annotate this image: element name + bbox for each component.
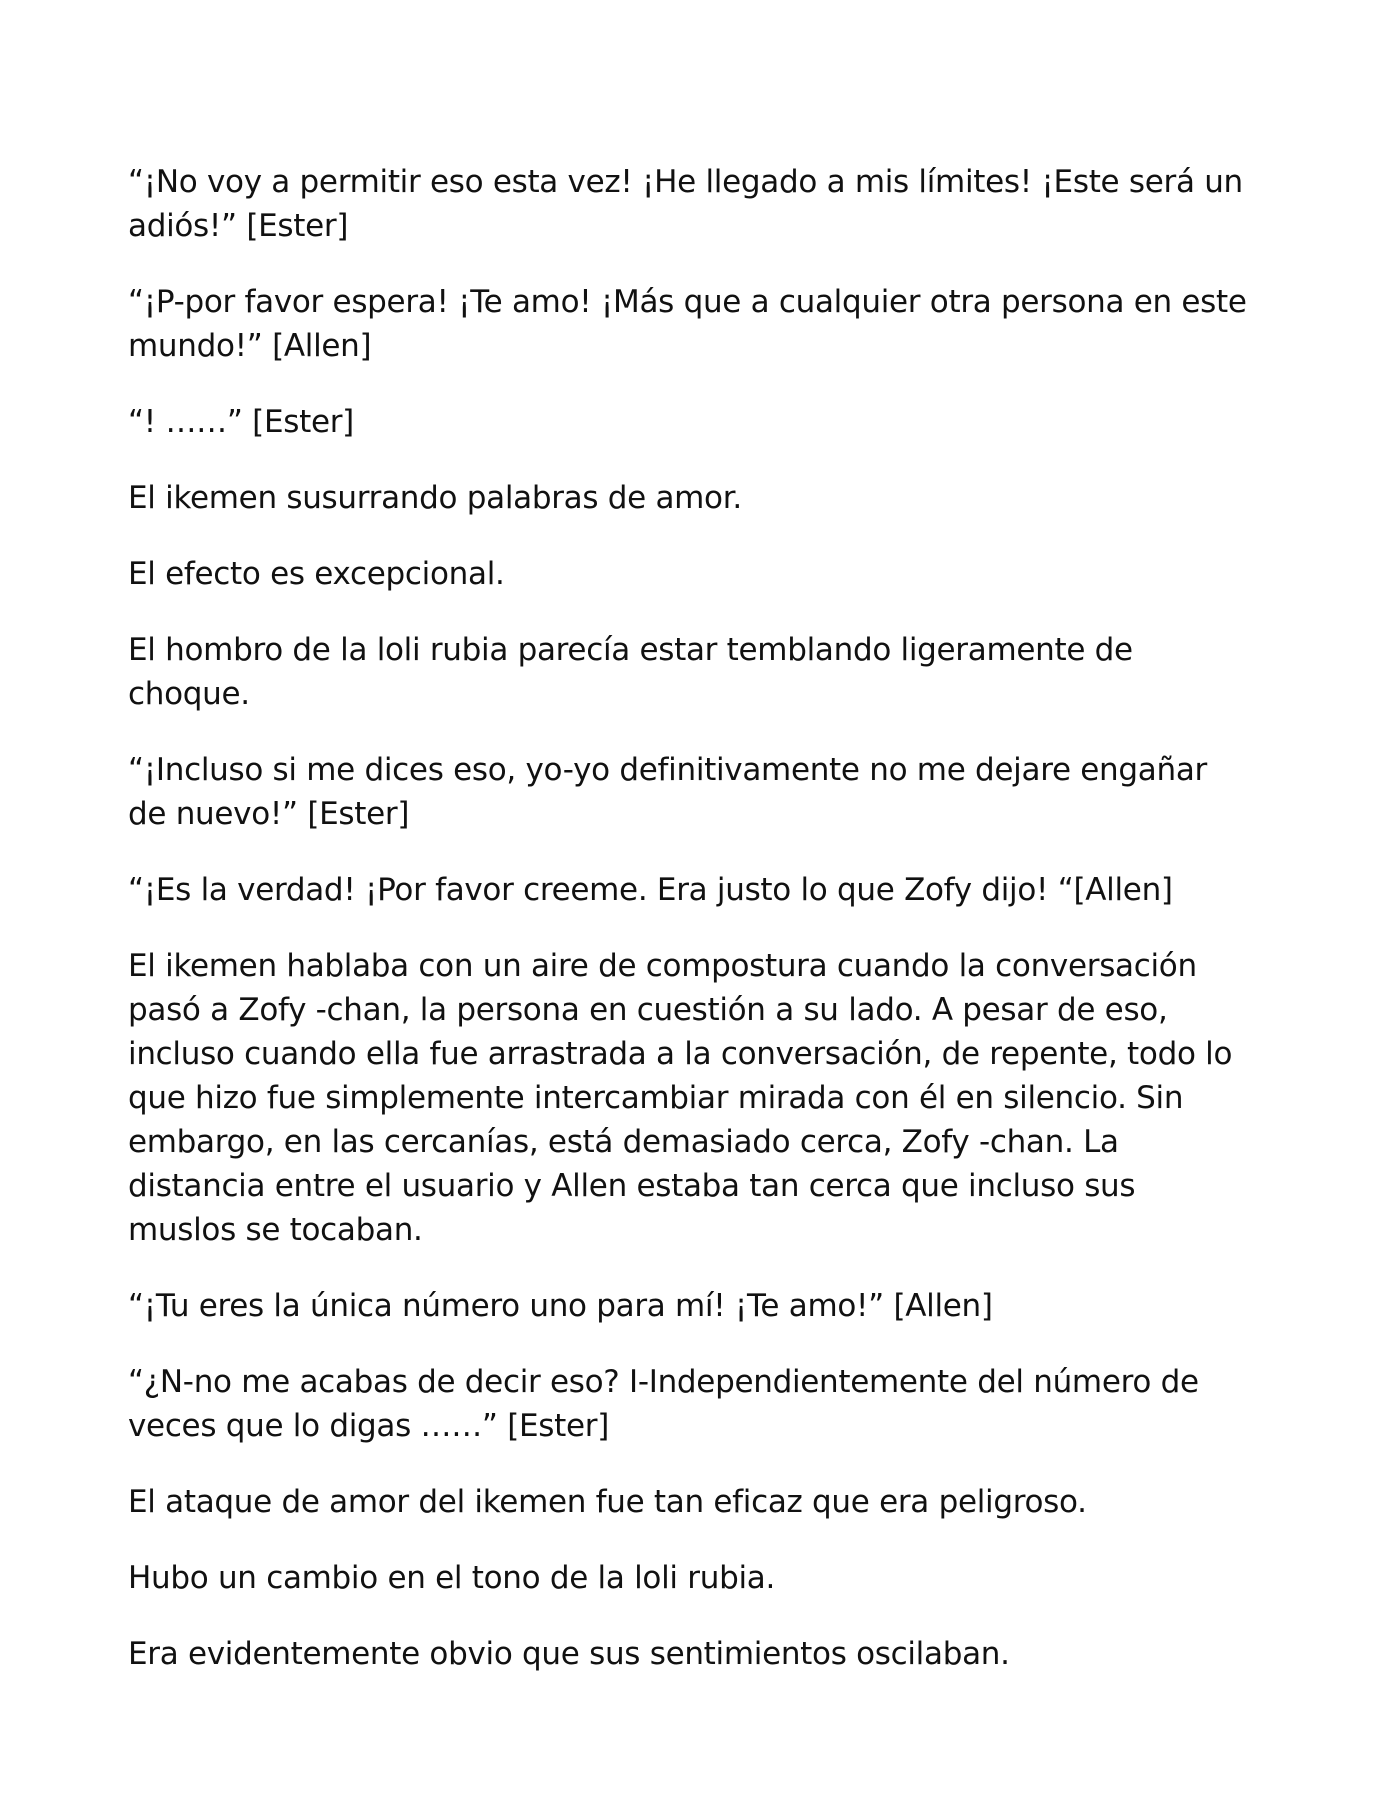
paragraph-1: “¡No voy a permitir eso esta vez! ¡He llegado a mis límites! ¡Este será un adiós!” [Ester]	[128, 164, 1243, 244]
paragraph-11: “¿N-no me acabas de decir eso? I-Independientemente del número de veces que lo digas ……” [Ester]	[128, 1364, 1199, 1444]
paragraph-6: El hombro de la loli rubia parecía estar temblando ligeramente de choque.	[128, 632, 1133, 712]
paragraph-4: El ikemen susurrando palabras de amor.	[128, 480, 742, 516]
paragraph-2: “¡P-por favor espera! ¡Te amo! ¡Más que a cualquier otra persona en este mundo!” [Allen]	[128, 284, 1247, 364]
paragraph-13: Hubo un cambio en el tono de la loli rubia.	[128, 1560, 776, 1596]
paragraph-8: “¡Es la verdad! ¡Por favor creeme. Era justo lo que Zofy dijo! “[Allen]	[128, 872, 1173, 908]
paragraph-10: “¡Tu eres la única número uno para mí! ¡Te amo!” [Allen]	[128, 1288, 993, 1324]
paragraph-12: El ataque de amor del ikemen fue tan eficaz que era peligroso.	[128, 1484, 1087, 1520]
paragraph-14: Era evidentemente obvio que sus sentimientos oscilaban.	[128, 1636, 1010, 1672]
paragraph-3: “! ……” [Ester]	[128, 404, 354, 440]
paragraph-5: El efecto es excepcional.	[128, 556, 505, 592]
paragraph-9: El ikemen hablaba con un aire de compostura cuando la conversación pasó a Zofy -chan, la persona en cuestión a su lado. A pesar de eso, incluso cuando ella fue arrastrada a la conversación, de repente, todo lo que hizo fue simplemente intercambiar mirada con él en silencio. Sin embargo, en las cercanías, está demasiado cerca, Zofy -chan. La distancia entre el usuario y Allen estaba tan cerca que incluso sus muslos se tocaban.	[128, 948, 1233, 1248]
paragraph-7: “¡Incluso si me dices eso, yo-yo definitivamente no me dejare engañar de nuevo!” [Ester]	[128, 752, 1207, 832]
